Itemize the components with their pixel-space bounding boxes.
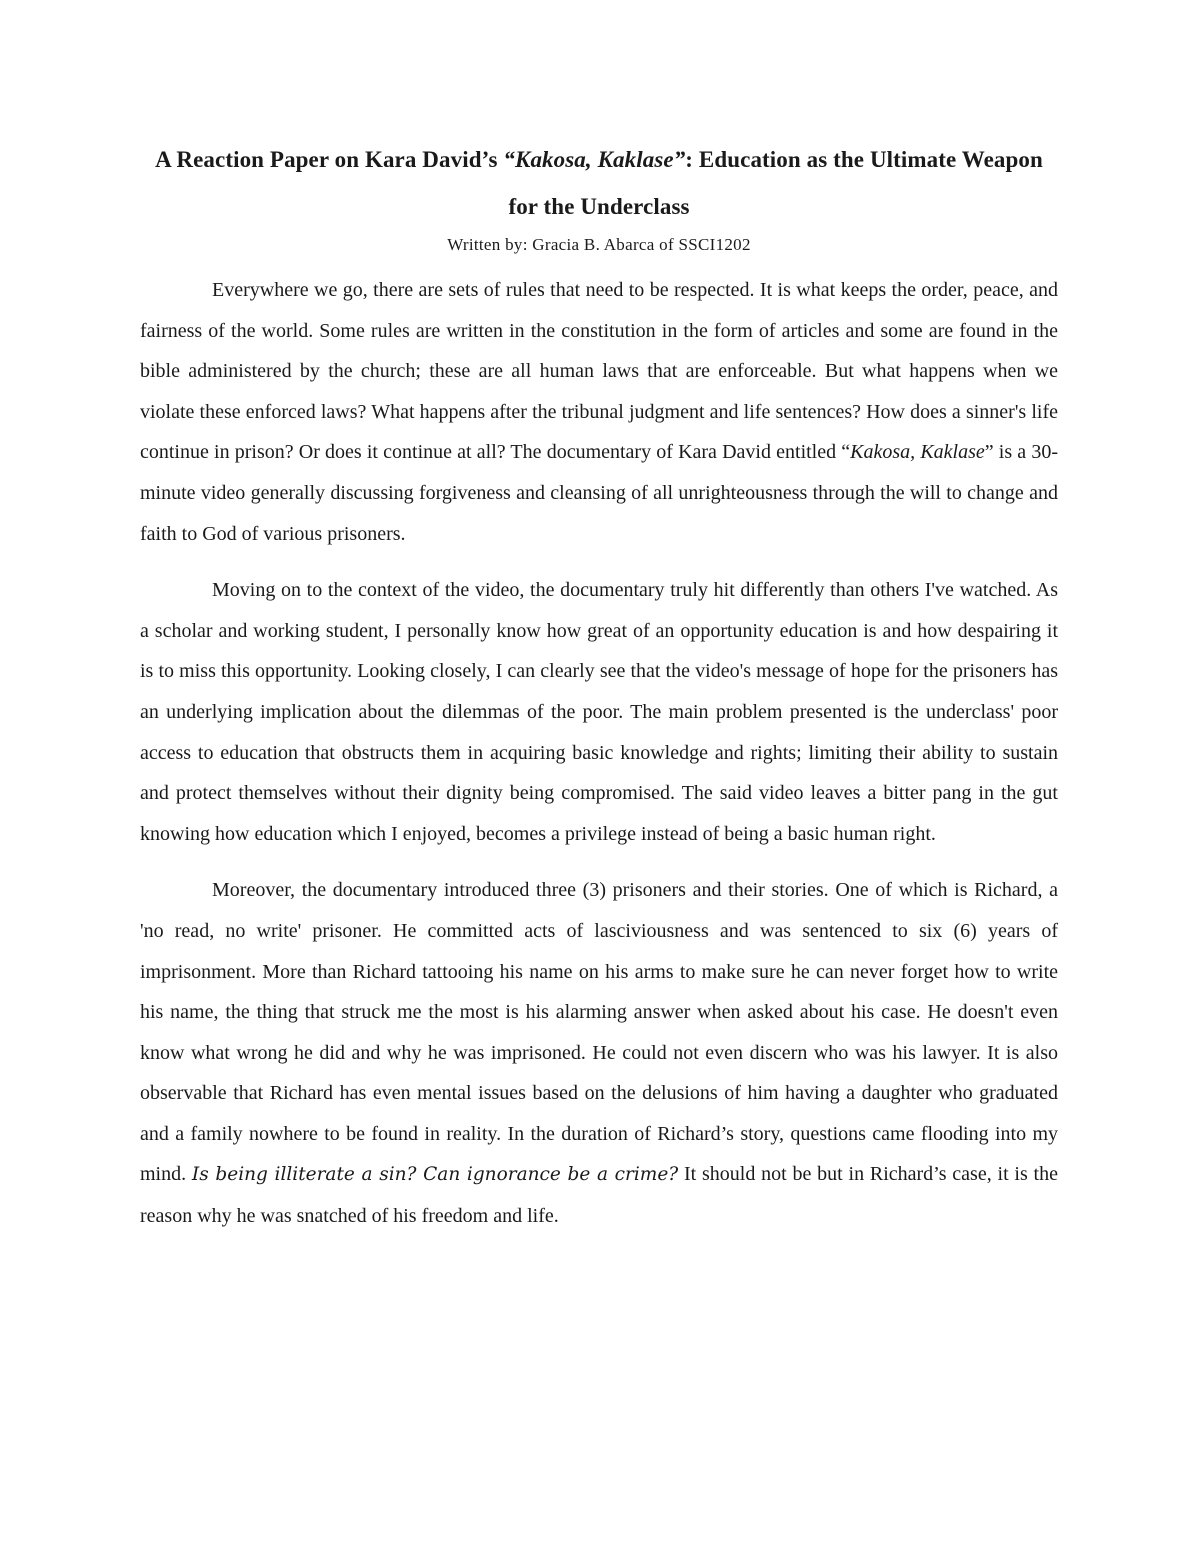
paragraph-3 [140,870,1058,1236]
paragraph-2: Moving on to the context of the video, the documentary truly hit differently than others I've watched. As a scholar and working student, I personally know how great of an opportunity education is and how despairing it is to miss this opportunity. Looking closely, I can clearly see that the video's message of hope for the prisoners has an underlying implication about the dilemmas of the poor. The main problem presented is the underclass' poor access to education that obstructs them in acquiring basic knowledge and rights; limiting their ability to sustain and protect themselves without their dignity being compromised. The said video leaves a bitter pang in the gut knowing how education which I enjoyed, becomes a privilege instead of being a basic human right. [140,579,1058,845]
paragraph-1-text-a: Everywhere we go, there are sets of rules that need to be respected. It is what keeps the order, peace, and fairness of the world. Some rules are written in the constitution in the form of articles and some are found in the bible administered by the church; these are all human laws that are enforceable. But what happens when we violate these enforced laws? What happens after the tribunal judgment and life sentences? How does a sinner's life continue in prison? Or does it continue at all? The documentary of Kara David entitled “ [140,279,1058,464]
paragraph-3-text-a: Moreover, the documentary introduced three (3) prisoners and their stories. One of which is Richard, a 'no read, no write' prisoner. He committed acts of lasciviousness and was sentenced to six (6) years of imprisonment. More than Richard tattooing his name on his arms to make sure he can never forget how to write his name, the thing that struck me the most is his alarming answer when asked about his case. He doesn't even know what wrong he did and why he was imprisoned. He could not even discern who was his lawyer. It is also observable that Richard has even mental issues based on the delusions of him having a daughter who graduated and a family nowhere to be found in reality. In the duration of Richard’s story, questions came flooding into my mind. [140,879,1058,1186]
paragraph-1-italic-title: Kakosa, Kaklase [850,441,985,464]
paper-title [140,136,1058,230]
title-part-1: A Reaction Paper on Kara David’s [155,147,504,172]
paragraph-1 [140,270,1058,554]
title-italic-film-name: “Kakosa, Kaklase” [503,147,686,172]
paragraph-1-text-b: ” is a 30-minute video generally discussing forgiveness and cleansing of all unrighteousness through the will to change and faith to God of various prisoners. [140,441,1059,545]
paragraph-3-text-b: It should not be but in Richard’s case, it is the reason why he was snatched of his freedom and life. [140,1163,1058,1228]
paragraph-3-italic-questions: Is being illiterate a sin? Can ignorance be a crime? [191,1164,679,1186]
author-byline: Written by: Gracia B. Abarca of SSCI1202 [447,235,751,254]
document-page [140,136,1058,1253]
title-part-2: : Education as the Ultimate Weapon for the Underclass [508,147,1043,219]
